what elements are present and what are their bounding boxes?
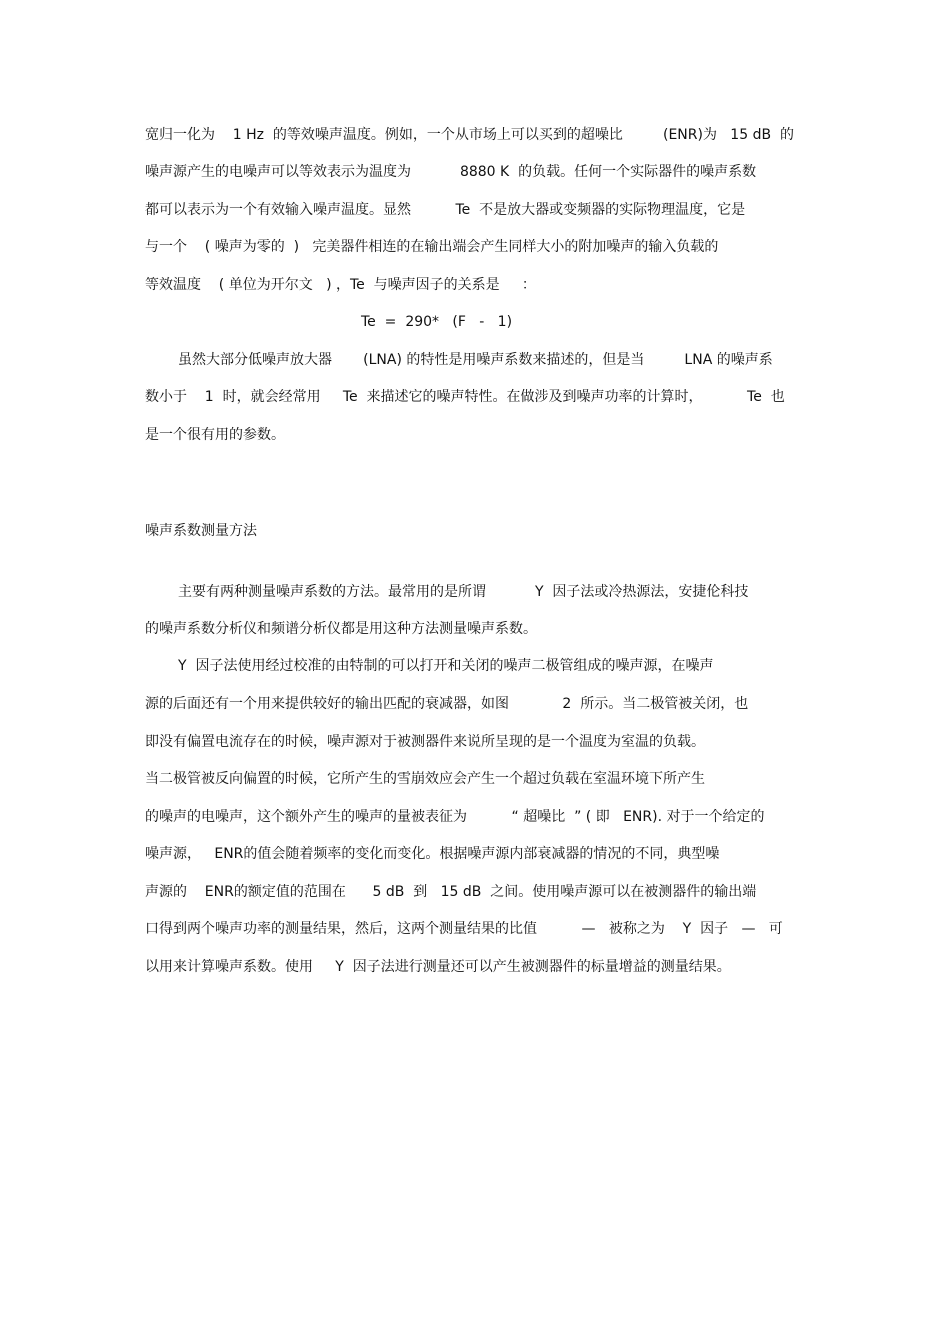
para4-line-7: 声源的 ENR的额定值的范围在 5 dB 到 15 dB 之间。使用噪声源可以在被测器件的输出端: [145, 884, 757, 900]
para2-line-1: 虽然大部分低噪声放大器 (LNA) 的特性是用噪声系数来描述的，但是当 LNA 的噪声系: [178, 352, 773, 368]
para1-line-5: 等效温度 ( 单位为开尔文 ) ，Te 与噪声因子的关系是 ：: [145, 277, 536, 293]
para4-line-5: 的噪声的电噪声，这个额外产生的噪声的量被表征为 “ 超噪比 ” ( 即 ENR). 对于一个给定的: [145, 809, 765, 825]
para4-line-8: 口得到两个噪声功率的测量结果，然后，这两个测量结果的比值 — 被称之为 Y 因子 — 可: [145, 921, 783, 937]
para4-line-4: 当二极管被反向偏置的时候，它所产生的雪崩效应会产生一个超过负载在室温环境下所产生: [145, 771, 705, 787]
para1-line-4: 与一个 ( 噪声为零的 ) 完美器件相连的在输出端会产生同样大小的附加噪声的输入负载的: [145, 239, 719, 255]
para1-line-2: 噪声源产生的电噪声可以等效表示为温度为 8880 K 的负载。任何一个实际器件的噪声系数: [145, 164, 757, 180]
para4-line-6: 噪声源， ENR的值会随着频率的变化而变化。根据噪声源内部衰减器的情况的不同，典型噪: [145, 846, 720, 862]
formula: Te = 290* (F - 1): [361, 314, 513, 330]
para1-line-3: 都可以表示为一个有效输入噪声温度。显然 Te 不是放大器或变频器的实际物理温度，它是: [145, 202, 746, 218]
para3-line-2: 的噪声系数分析仪和频谱分析仪都是用这种方法测量噪声系数。: [145, 621, 537, 637]
para2-line-3: 是一个很有用的参数。: [145, 427, 285, 443]
para4-line-3: 即没有偏置电流存在的时候，噪声源对于被测器件来说所呈现的是一个温度为室温的负载。: [145, 734, 705, 750]
section-heading: 噪声系数测量方法: [145, 523, 257, 539]
para4-line-2: 源的后面还有一个用来提供较好的输出匹配的衰减器，如图 2 所示。当二极管被关闭，也: [145, 696, 749, 712]
para2-line-2: 数小于 1 时，就会经常用 Te 来描述它的噪声特性。在做涉及到噪声功率的计算时， Te 也: [145, 389, 785, 405]
para1-line-1: 宽归一化为 1 Hz 的等效噪声温度。例如，一个从市场上可以买到的超噪比 (ENR)为 15 dB 的: [145, 127, 794, 143]
para4-line-9: 以用来计算噪声系数。使用 Y 因子法进行测量还可以产生被测器件的标量增益的测量结果。: [145, 959, 731, 975]
para4-line-1: Y 因子法使用经过校准的由特制的可以打开和关闭的噪声二极管组成的噪声源，在噪声: [178, 658, 714, 674]
para3-line-1: 主要有两种测量噪声系数的方法。最常用的是所谓 Y 因子法或冷热源法，安捷伦科技: [178, 584, 749, 600]
